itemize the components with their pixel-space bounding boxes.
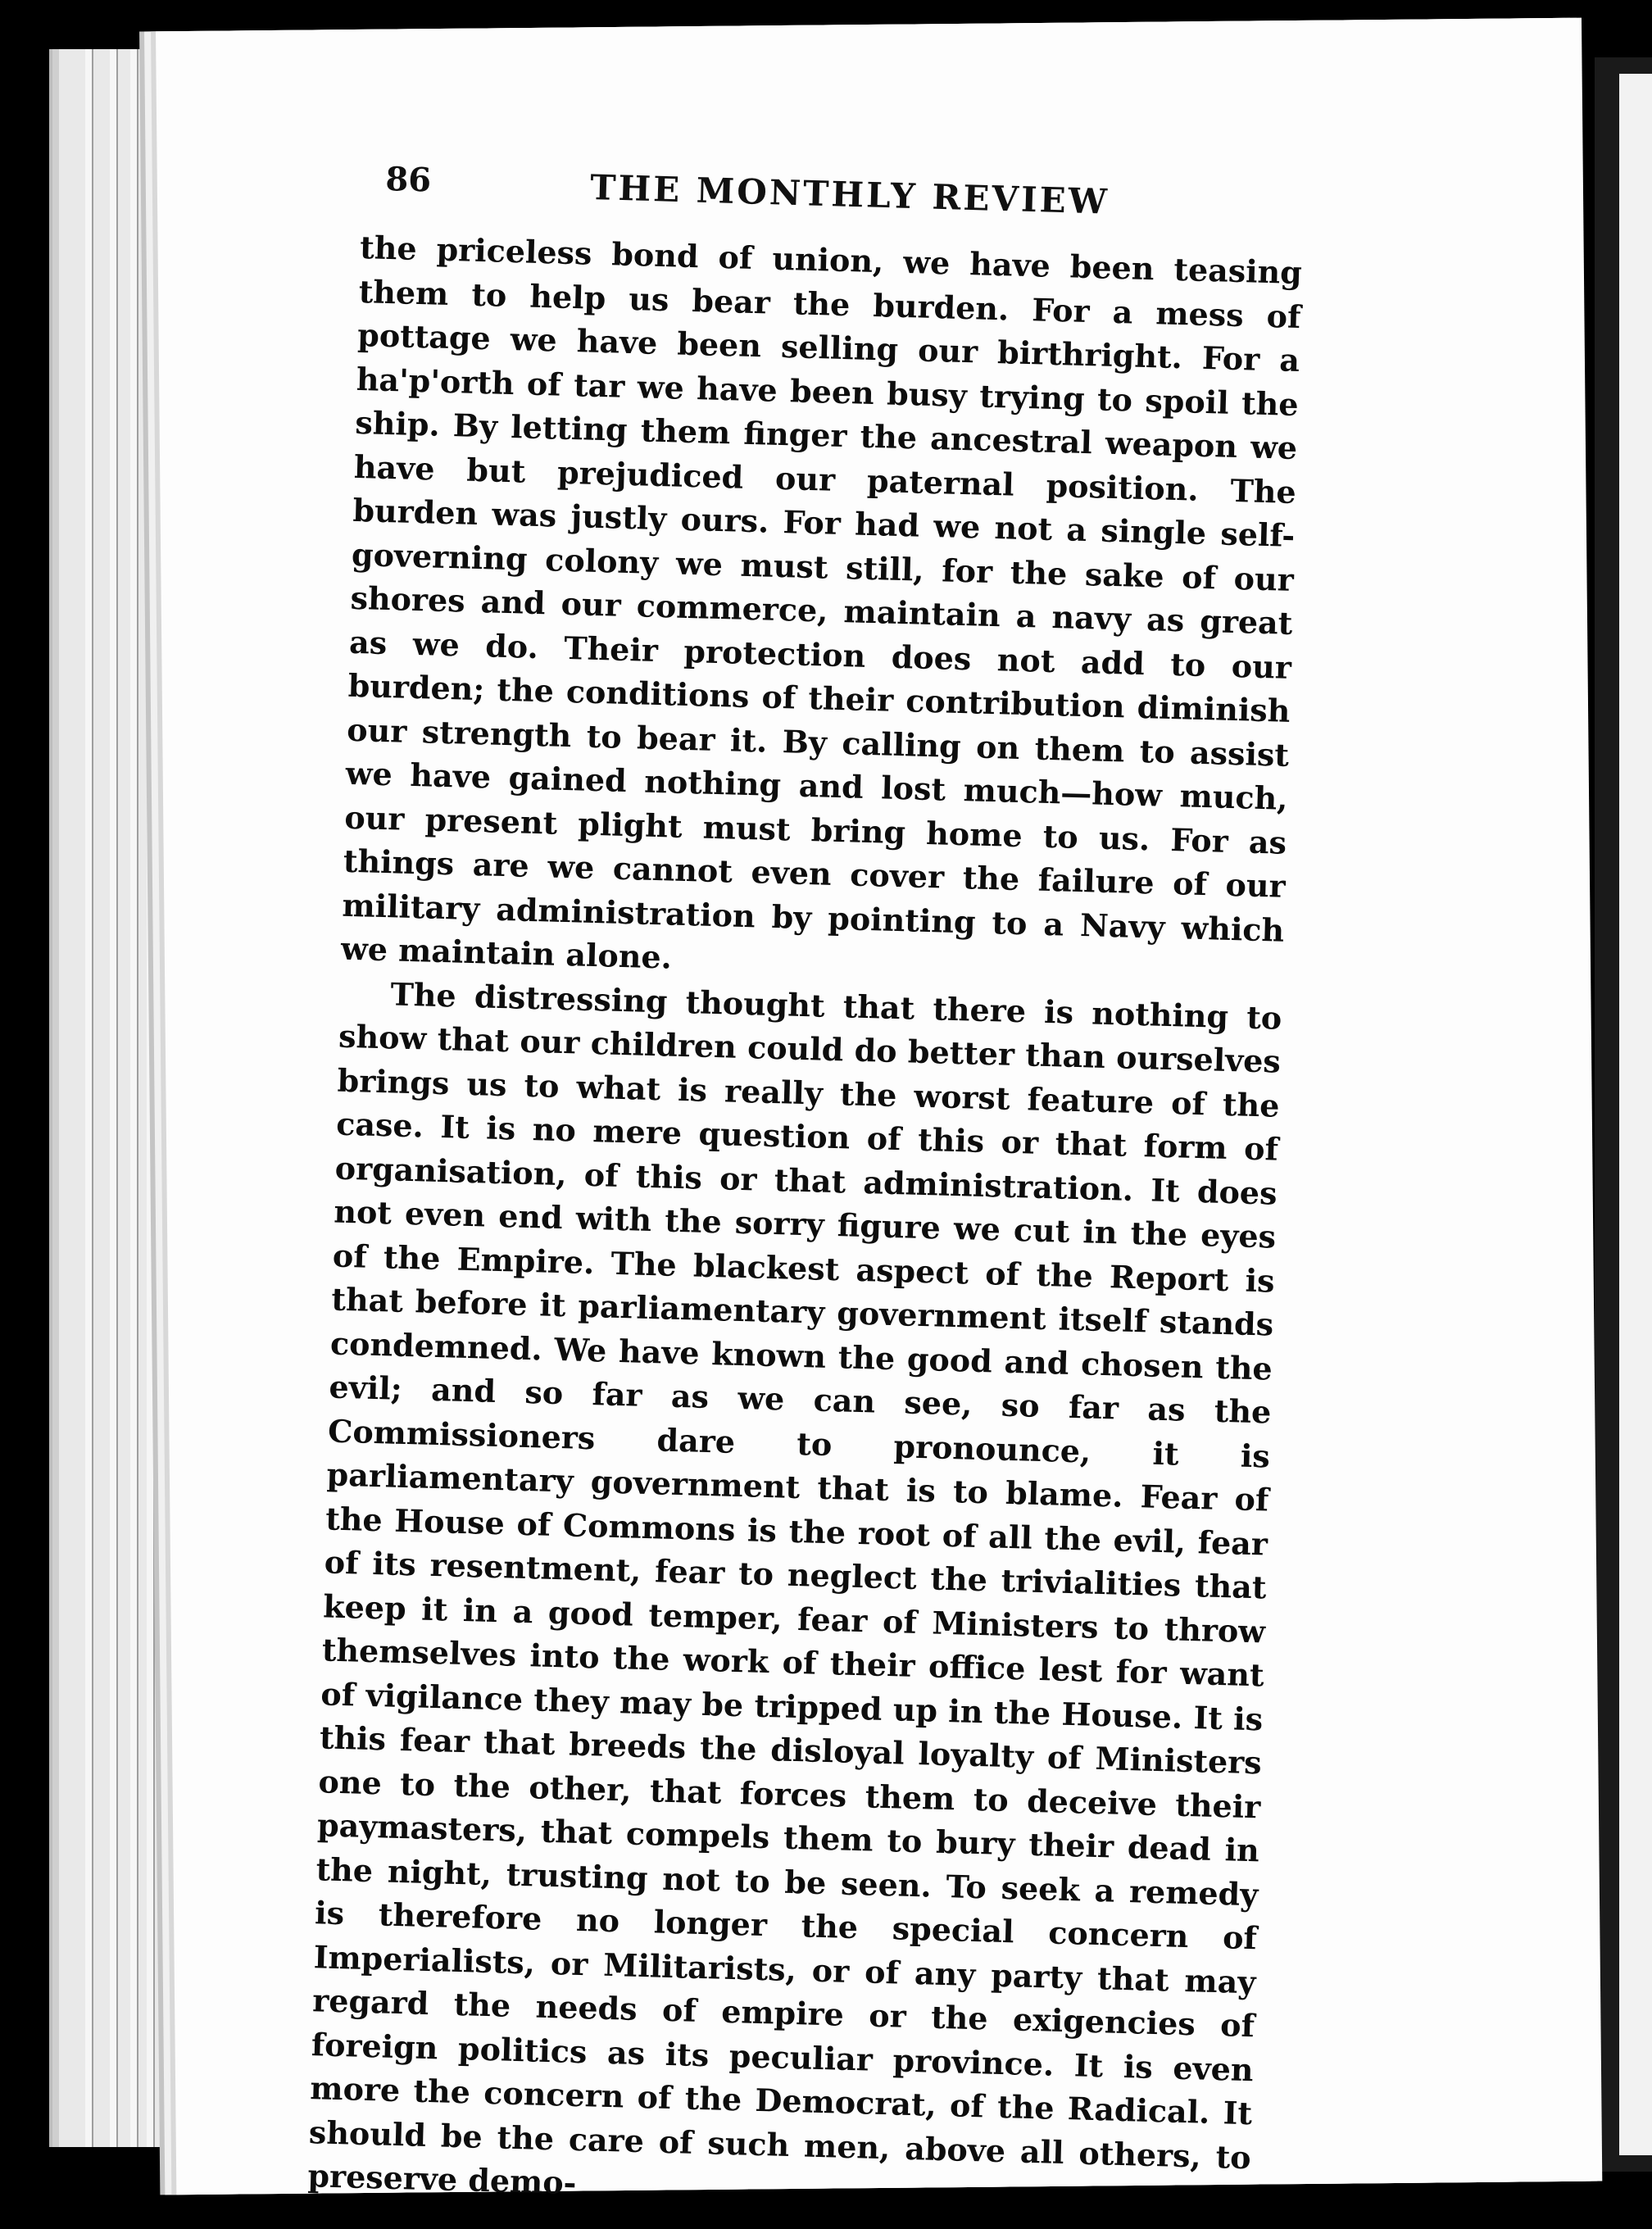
paragraph: the priceless bond of union, we have been teasing them to help us bear the burden. For a mess of pottage we have been selling our birthright. For a ha'p'orth of tar we have been busy trying to spoil the ship. By letting them finger the ancestral weapon we have but prejudiced our paternal position. The burden was justly ours. For had we not a single self-governing colony we must still, for the sake of our shores and our commerce, maintain a navy as great as we do. Their protection does not add to our burden; the conditions of their contribution diminish our strength to bear it. By calling on them to assist we have gained nothing and lost much—how much, our present plight must bring home to us. For as things are we cannot even cover the failure of our military administration by pointing to a Navy which we maintain alone. [340,228,1303,976]
body-text [307,225,1303,2223]
page-edge-strip [110,49,118,2147]
next-page-sliver [1619,74,1652,2155]
page-edge-strip [130,49,138,2147]
paragraph: The distressing thought that there is nothing to show that our children could do better than ourselves brings us to what is really the worst feature of the case. It is no mere question of this or that form of organisation, of this or that administration. It does not even end with the sorry figure we cut in the eyes of the Empire. The blackest aspect of the Report is that before it parliamentary government itself stands condemned. We have known the good and chosen the evil; and so far as we can see, so far as the Commissioners dare to pronounce, it is parliamentary government that is to blame. Fear of the House of Commons is the root of all the evil, fear of its resentment, fear to neglect the trivialities that keep it in a good temper, fear of Ministers to throw themselves into the work of their office lest for want of vigilance they may be tripped up in the House. It is this fear that breeds the disloyal loyalty of Ministers one to the other, that forces them to deceive their paymasters, that compels them to bury their dead in the night, trusting not to be seen. To seek a remedy is therefore no longer the special concern of Imperialists, or Militarists, or of any party that may regard the needs of empire or the exigencies of foreign politics as its peculiar province. It is even more the concern of the Democrat, of the Radical. It should be the care of such men, above all others, to preserve demo- [307,974,1282,2201]
page-edge-strip [85,49,93,2147]
running-title: THE MONTHLY REVIEW [589,166,1110,222]
page-edge-strip [147,49,155,2147]
page-number: 86 [384,160,432,200]
